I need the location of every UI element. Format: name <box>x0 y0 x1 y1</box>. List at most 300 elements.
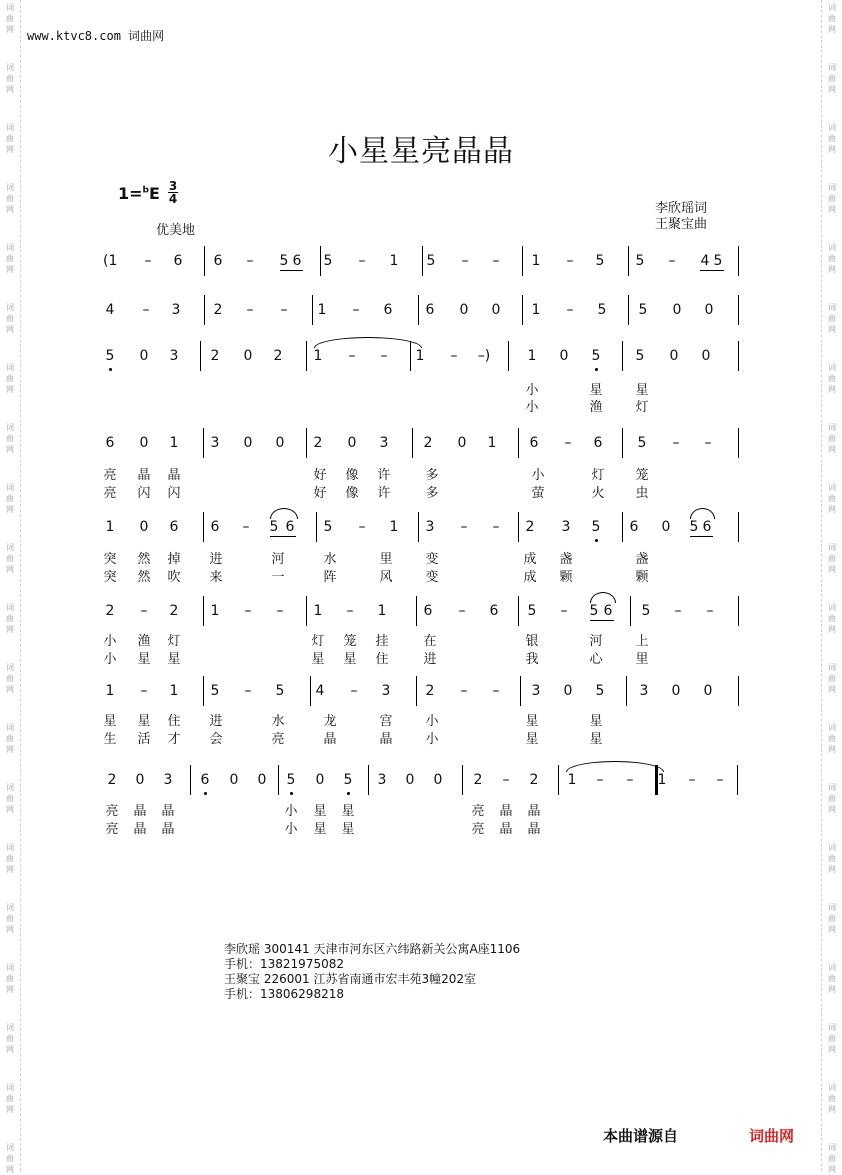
barline <box>320 246 321 276</box>
lyric-syllable: 灯 <box>167 634 181 649</box>
note: 1 <box>377 603 387 619</box>
watermark-mark: 词 曲 网 <box>828 423 836 454</box>
note: – <box>246 302 254 318</box>
note: 5 <box>637 435 647 451</box>
note: 1 <box>169 435 179 451</box>
lyric-line <box>0 396 842 415</box>
note: – <box>246 253 254 269</box>
note: 6 <box>210 519 220 535</box>
barline <box>738 676 739 706</box>
note: – <box>144 253 152 269</box>
note: 5 <box>426 253 436 269</box>
beam-underline <box>590 620 614 621</box>
note: 3 <box>210 435 220 451</box>
barline <box>306 428 307 458</box>
watermark-mark: 词 曲 网 <box>6 843 14 874</box>
note: 5 <box>527 603 537 619</box>
note: 2 <box>425 683 435 699</box>
note: – <box>358 519 366 535</box>
lyric-syllable: 星 <box>313 804 327 819</box>
note: – <box>566 302 574 318</box>
note: 4 <box>700 253 710 269</box>
barline <box>622 428 623 458</box>
note: 0 <box>405 772 415 788</box>
note: 0 <box>563 683 573 699</box>
note: 6 <box>173 253 183 269</box>
barline <box>738 246 739 276</box>
note: 6 <box>169 519 179 535</box>
lyric-syllable: 里 <box>379 552 393 567</box>
note: 0 <box>672 302 682 318</box>
low-octave-dot <box>290 792 293 795</box>
note: 0 <box>459 302 469 318</box>
watermark-mark: 词 曲 网 <box>828 903 836 934</box>
watermark-mark: 词 曲 网 <box>6 963 14 994</box>
lyric-syllable: 多 <box>425 468 439 483</box>
barline <box>422 246 423 276</box>
barline <box>462 765 463 795</box>
note: 3 <box>171 302 181 318</box>
barline <box>738 512 739 542</box>
barline <box>738 596 739 626</box>
lyric-syllable: 晶 <box>133 804 147 819</box>
note: 5 <box>638 302 648 318</box>
note: – <box>688 772 696 788</box>
note: 5 <box>713 253 723 269</box>
note: 5 <box>323 519 333 535</box>
lyric-line <box>0 818 842 837</box>
note: – <box>674 603 682 619</box>
lyric-syllable: 小 <box>525 400 539 415</box>
note: – <box>142 302 150 318</box>
beam-underline <box>690 536 713 537</box>
note: 5 <box>105 348 115 364</box>
watermark-mark: 词 曲 网 <box>6 63 14 94</box>
note: 6 <box>285 519 295 535</box>
lyric-syllable: 星 <box>589 732 603 747</box>
note: – <box>460 683 468 699</box>
note: 5 <box>591 348 601 364</box>
note: – <box>492 253 500 269</box>
note: – <box>560 603 568 619</box>
score-system-8 <box>0 765 842 795</box>
beam-underline <box>270 536 296 537</box>
note: 0 <box>491 302 501 318</box>
lyric-syllable: 住 <box>167 714 181 729</box>
barline <box>204 246 205 276</box>
note: 6 <box>593 435 603 451</box>
key-signature <box>118 184 160 203</box>
note: – <box>244 683 252 699</box>
note: 1 <box>567 772 577 788</box>
watermark-mark: 词 曲 网 <box>828 1023 836 1054</box>
left-watermark-strip <box>0 0 21 1174</box>
lyric-syllable: 晶 <box>137 468 151 483</box>
flat-sign: b <box>142 185 149 196</box>
lyric-syllable: 一 <box>271 570 285 585</box>
barline <box>522 246 523 276</box>
lyric-line <box>0 379 842 398</box>
score-system-4 <box>0 428 842 458</box>
note: 5 <box>597 302 607 318</box>
score-system-5 <box>0 512 842 542</box>
note: 0 <box>559 348 569 364</box>
lyric-syllable: 小 <box>103 634 117 649</box>
note: – <box>502 772 510 788</box>
lyric-syllable: 好 <box>313 486 327 501</box>
note: 2 <box>210 348 220 364</box>
watermark-mark: 词 曲 网 <box>828 123 836 154</box>
lyric-syllable: 银 <box>525 634 539 649</box>
note: 5 <box>269 519 279 535</box>
lyric-syllable: 晶 <box>133 822 147 837</box>
note: 2 <box>107 772 117 788</box>
watermark-mark: 词 曲 网 <box>828 3 836 34</box>
note: 6 <box>603 603 613 619</box>
lyric-syllable: 小 <box>284 822 298 837</box>
barline <box>306 596 307 626</box>
lyric-line <box>0 710 842 729</box>
note: 6 <box>702 519 712 535</box>
lyric-syllable: 星 <box>311 652 325 667</box>
lyric-syllable: 小 <box>531 468 545 483</box>
lyric-syllable: 风 <box>379 570 393 585</box>
note: 5 <box>589 603 599 619</box>
note: 1 <box>531 302 541 318</box>
contact-info <box>224 942 520 1002</box>
note: – <box>716 772 724 788</box>
note: 6 <box>105 435 115 451</box>
low-octave-dot <box>595 539 598 542</box>
note: 0 <box>229 772 239 788</box>
lyric-syllable: 亮 <box>271 732 285 747</box>
lyric-syllable: 晶 <box>499 822 513 837</box>
note: 1 <box>415 348 425 364</box>
watermark-mark: 词 曲 网 <box>6 3 14 34</box>
watermark-mark: 词 曲 网 <box>6 483 14 514</box>
note: 1 <box>487 435 497 451</box>
lyric-syllable: 小 <box>525 383 539 398</box>
watermark-mark: 词 曲 网 <box>828 963 836 994</box>
lyric-syllable: 水 <box>323 552 337 567</box>
lyric-syllable: 星 <box>341 804 355 819</box>
watermark-mark: 词 曲 网 <box>828 783 836 814</box>
footer-label: 本曲谱源自 <box>603 1127 679 1145</box>
lyric-syllable: 火 <box>591 486 605 501</box>
note: 0 <box>661 519 671 535</box>
note: – <box>358 253 366 269</box>
note: – <box>276 603 284 619</box>
lyric-syllable: 变 <box>425 552 439 567</box>
note: –) <box>477 348 491 364</box>
lyric-syllable: 星 <box>525 714 539 729</box>
beam-underline <box>280 270 303 271</box>
lyric-line <box>0 566 842 585</box>
lyric-syllable: 星 <box>589 714 603 729</box>
lyric-syllable: 挂 <box>375 634 389 649</box>
lyric-syllable: 星 <box>341 822 355 837</box>
note: 2 <box>529 772 539 788</box>
note: – <box>350 683 358 699</box>
note: – <box>461 253 469 269</box>
watermark-mark: 词 曲 网 <box>6 423 14 454</box>
lyric-syllable: 水 <box>271 714 285 729</box>
lyric-syllable: 笼 <box>343 634 357 649</box>
lyric-syllable: 许 <box>377 486 391 501</box>
barline <box>518 596 519 626</box>
lyric-syllable: 阵 <box>323 570 337 585</box>
barline <box>416 596 417 626</box>
note: 6 <box>425 302 435 318</box>
score-system-1 <box>0 246 842 276</box>
lyric-syllable: 星 <box>137 714 151 729</box>
lyric-syllable: 星 <box>635 383 649 398</box>
lyric-syllable: 星 <box>343 652 357 667</box>
note: 6 <box>383 302 393 318</box>
note: – <box>348 348 356 364</box>
lyric-syllable: 在 <box>423 634 437 649</box>
barline <box>558 765 559 795</box>
low-octave-dot <box>204 792 207 795</box>
barline <box>310 676 311 706</box>
site-url[interactable]: www.ktvc8.com 词曲网 <box>27 29 165 43</box>
note: 2 <box>273 348 283 364</box>
note: 0 <box>315 772 325 788</box>
watermark-mark: 词 曲 网 <box>828 1143 836 1174</box>
note: 0 <box>701 348 711 364</box>
watermark-mark: 词 曲 网 <box>6 123 14 154</box>
note: 5 <box>591 519 601 535</box>
watermark-mark: 词 曲 网 <box>6 783 14 814</box>
note: 5 <box>343 772 353 788</box>
watermark-mark: 词 曲 网 <box>6 303 14 334</box>
lyric-syllable: 然 <box>137 570 151 585</box>
note: – <box>458 603 466 619</box>
note: 3 <box>425 519 435 535</box>
note: 1 <box>169 683 179 699</box>
score-system-2 <box>0 295 842 325</box>
lyric-syllable: 闪 <box>167 486 181 501</box>
lyric-syllable: 亮 <box>105 822 119 837</box>
watermark-mark: 词 曲 网 <box>828 663 836 694</box>
lyric-syllable: 住 <box>375 652 389 667</box>
note: 3 <box>531 683 541 699</box>
note: 4 <box>105 302 115 318</box>
slur <box>314 337 422 348</box>
note: 0 <box>347 435 357 451</box>
barline <box>738 428 739 458</box>
note: 0 <box>671 683 681 699</box>
note: 5 <box>275 683 285 699</box>
barline <box>520 676 521 706</box>
barline <box>306 341 307 371</box>
barline <box>368 765 369 795</box>
watermark-mark: 词 曲 网 <box>6 663 14 694</box>
lyric-syllable: 然 <box>137 552 151 567</box>
note: 6 <box>423 603 433 619</box>
slur <box>566 761 664 772</box>
note: 1 <box>313 603 323 619</box>
lyric-syllable: 河 <box>271 552 285 567</box>
barline <box>630 596 631 626</box>
note: – <box>566 253 574 269</box>
watermark-mark: 词 曲 网 <box>6 603 14 634</box>
watermark-mark: 词 曲 网 <box>6 243 14 274</box>
barline <box>316 512 317 542</box>
lyric-syllable: 亮 <box>471 822 485 837</box>
note: – <box>668 253 676 269</box>
watermark-mark: 词 曲 网 <box>6 543 14 574</box>
lyric-syllable: 星 <box>167 652 181 667</box>
lyric-syllable: 颗 <box>635 570 649 585</box>
note: 6 <box>489 603 499 619</box>
note: 2 <box>525 519 535 535</box>
lyric-line <box>0 728 842 747</box>
watermark-mark: 词 曲 网 <box>828 63 836 94</box>
lyric-syllable: 进 <box>209 552 223 567</box>
lyric-syllable: 生 <box>103 732 117 747</box>
lyric-syllable: 盏 <box>559 552 573 567</box>
tempo-marking: 优美地 <box>156 223 196 238</box>
watermark-mark: 词 曲 网 <box>828 483 836 514</box>
lyric-syllable: 笼 <box>635 468 649 483</box>
note: 3 <box>169 348 179 364</box>
lyric-syllable: 好 <box>313 468 327 483</box>
lyric-line <box>0 548 842 567</box>
lyric-syllable: 星 <box>589 383 603 398</box>
final-barline-thin <box>737 765 738 795</box>
lyric-syllable: 河 <box>589 634 603 649</box>
lyric-syllable: 亮 <box>103 486 117 501</box>
lyric-syllable: 里 <box>635 652 649 667</box>
note: 2 <box>423 435 433 451</box>
lyric-syllable: 虫 <box>635 486 649 501</box>
barline <box>628 295 629 325</box>
lyric-syllable: 小 <box>284 804 298 819</box>
note: 0 <box>243 435 253 451</box>
note: – <box>704 435 712 451</box>
note: 2 <box>105 603 115 619</box>
time-top: 3 <box>168 179 178 193</box>
slur <box>690 508 715 519</box>
note: (1 <box>103 253 118 269</box>
note: – <box>492 519 500 535</box>
beam-underline <box>700 270 724 271</box>
watermark-mark: 词 曲 网 <box>828 303 836 334</box>
note: 5 <box>641 603 651 619</box>
note: – <box>352 302 360 318</box>
note: 6 <box>629 519 639 535</box>
note: 2 <box>473 772 483 788</box>
note: 5 <box>595 683 605 699</box>
barline <box>278 765 279 795</box>
lyric-syllable: 亮 <box>471 804 485 819</box>
note: 1 <box>313 348 323 364</box>
watermark-mark: 词 曲 网 <box>828 543 836 574</box>
lyric-syllable: 许 <box>377 468 391 483</box>
note: 2 <box>169 603 179 619</box>
barline <box>518 512 519 542</box>
barline <box>412 428 413 458</box>
lyricist: 李欣瑶词 <box>655 201 708 216</box>
watermark-mark: 词 曲 网 <box>828 843 836 874</box>
watermark-mark: 词 曲 网 <box>6 723 14 754</box>
note: – <box>626 772 634 788</box>
lyric-syllable: 突 <box>103 570 117 585</box>
lyric-syllable: 宫 <box>379 714 393 729</box>
lyric-syllable: 像 <box>345 468 359 483</box>
note: – <box>564 435 572 451</box>
credits <box>655 201 707 233</box>
lyric-syllable: 突 <box>103 552 117 567</box>
slur <box>270 508 298 519</box>
lyric-syllable: 灯 <box>635 400 649 415</box>
barline <box>518 428 519 458</box>
score-system-6 <box>0 596 842 626</box>
lyric-syllable: 渔 <box>589 400 603 415</box>
note: 0 <box>243 348 253 364</box>
note: 5 <box>210 683 220 699</box>
note: – <box>596 772 604 788</box>
barline <box>418 295 419 325</box>
low-octave-dot <box>109 368 112 371</box>
barline <box>622 512 623 542</box>
note: 3 <box>377 772 387 788</box>
lyric-syllable: 进 <box>423 652 437 667</box>
barline <box>203 596 204 626</box>
note: – <box>244 603 252 619</box>
note: 1 <box>389 253 399 269</box>
barline <box>203 676 204 706</box>
watermark-mark: 词 曲 网 <box>6 1143 14 1174</box>
lyric-syllable: 进 <box>209 714 223 729</box>
lyric-syllable: 小 <box>425 714 439 729</box>
note: 5 <box>635 348 645 364</box>
note: – <box>346 603 354 619</box>
note: 1 <box>657 772 667 788</box>
barline <box>522 295 523 325</box>
watermark-mark: 词 曲 网 <box>828 723 836 754</box>
note: 2 <box>213 302 223 318</box>
watermark-mark: 词 曲 网 <box>6 1083 14 1114</box>
note: 0 <box>669 348 679 364</box>
lyric-line <box>0 464 842 483</box>
lyric-syllable: 萤 <box>531 486 545 501</box>
watermark-mark: 词 曲 网 <box>6 1023 14 1054</box>
note: 1 <box>317 302 327 318</box>
note: 5 <box>323 253 333 269</box>
note: 1 <box>389 519 399 535</box>
note: – <box>450 348 458 364</box>
slur <box>590 592 616 603</box>
note: – <box>140 683 148 699</box>
lyric-syllable: 渔 <box>137 634 151 649</box>
low-octave-dot <box>347 792 350 795</box>
barline <box>190 765 191 795</box>
lyric-syllable: 小 <box>103 652 117 667</box>
lyric-syllable: 晶 <box>379 732 393 747</box>
note: 0 <box>704 302 714 318</box>
footer-brand[interactable]: 词曲网 <box>749 1127 795 1145</box>
score-system-7 <box>0 676 842 706</box>
lyric-line <box>0 800 842 819</box>
note: 0 <box>703 683 713 699</box>
composer: 王聚宝曲 <box>655 217 708 232</box>
note: – <box>140 603 148 619</box>
note: 1 <box>210 603 220 619</box>
lyric-syllable: 晶 <box>161 804 175 819</box>
lyric-syllable: 吹 <box>167 570 181 585</box>
